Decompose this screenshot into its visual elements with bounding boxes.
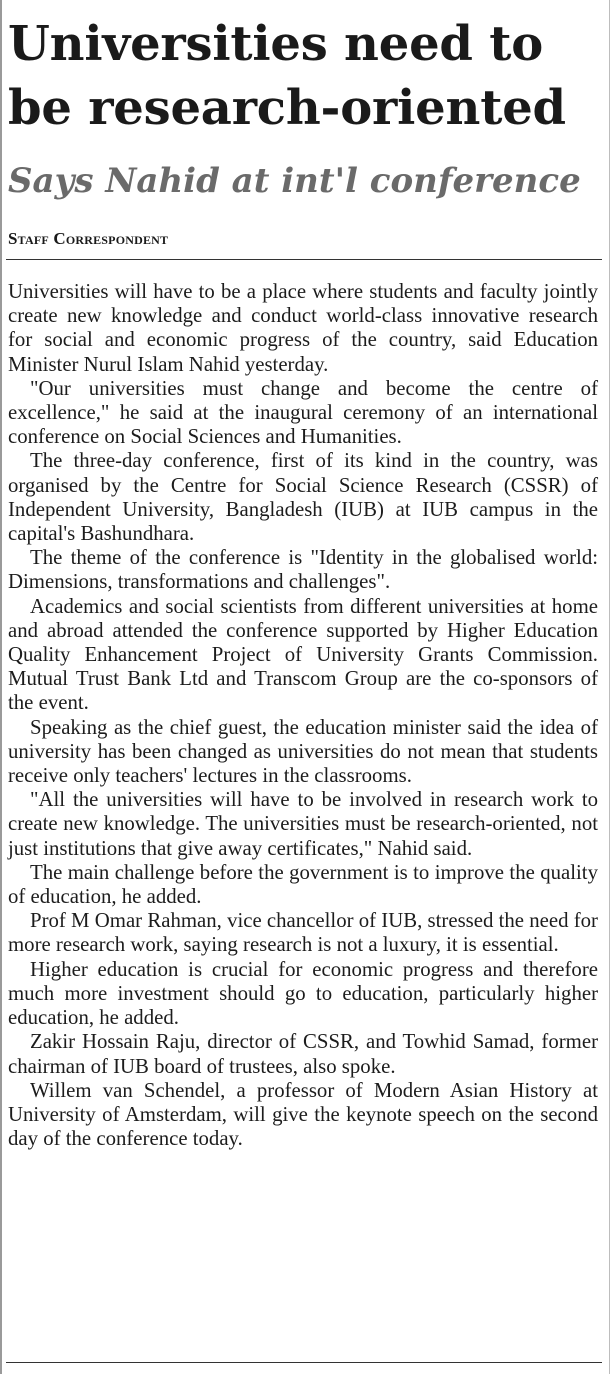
paragraph: Speaking as the chief guest, the education minister said the idea of university has been changed as universities do not mean that students receive only teachers' lectures in the classrooms. (8, 715, 598, 788)
left-border-rule (0, 0, 2, 1374)
paragraph: The theme of the conference is "Identity in the globalised world: Dimensions, transformations and challenges". (8, 546, 598, 594)
paragraph: Zakir Hossain Raju, director of CSSR, and Towhid Samad, former chairman of IUB board of trustees, also spoke. (8, 1030, 598, 1078)
paragraph: Universities will have to be a place where students and faculty jointly create new knowledge and conduct world-class innovative research for social and economic progress of the country, said Education Minister Nurul Islam Nahid yesterday. (8, 280, 598, 376)
paragraph: Prof M Omar Rahman, vice chancellor of IUB, stressed the need for more research work, saying research is not a luxury, it is essential. (8, 909, 598, 957)
article-body (8, 280, 598, 1151)
paragraph: Academics and social scientists from different universities at home and abroad attended the conference supported by Higher Education Quality Enhancement Project of University Grants Commission. Mutual Trust Bank Ltd and Transcom Group are the co-sponsors of the event. (8, 594, 598, 715)
paragraph: "Our universities must change and become the centre of excellence," he said at the inaugural ceremony of an international conference on Social Sciences and Humanities. (8, 376, 598, 449)
paragraph: The three-day conference, first of its kind in the country, was organised by the Centre for Social Science Research (CSSR) of Independent University, Bangladesh (IUB) at IUB campus in the capital's Bashundhara. (8, 449, 598, 546)
paragraph: "All the universities will have to be involved in research work to create new knowledge. The universities must be research-oriented, not just institutions that give away certificates," Nahid said. (8, 788, 598, 860)
byline: Staff Correspondent (8, 229, 169, 248)
subheadline: Says Nahid at int'l conference (8, 161, 581, 201)
paragraph: Willem van Schendel, a professor of Modern Asian History at University of Amsterdam, will give the keynote speech on the second day of the conference today. (8, 1078, 598, 1151)
paragraph: Higher education is crucial for economic progress and therefore much more investment should go to education, particularly higher education, he added. (8, 957, 598, 1030)
headline: Universities need to be research-oriented (8, 16, 566, 136)
paragraph: The main challenge before the government is to improve the quality of education, he added. (8, 860, 598, 909)
bottom-divider (6, 1362, 602, 1363)
byline-divider (6, 259, 602, 260)
